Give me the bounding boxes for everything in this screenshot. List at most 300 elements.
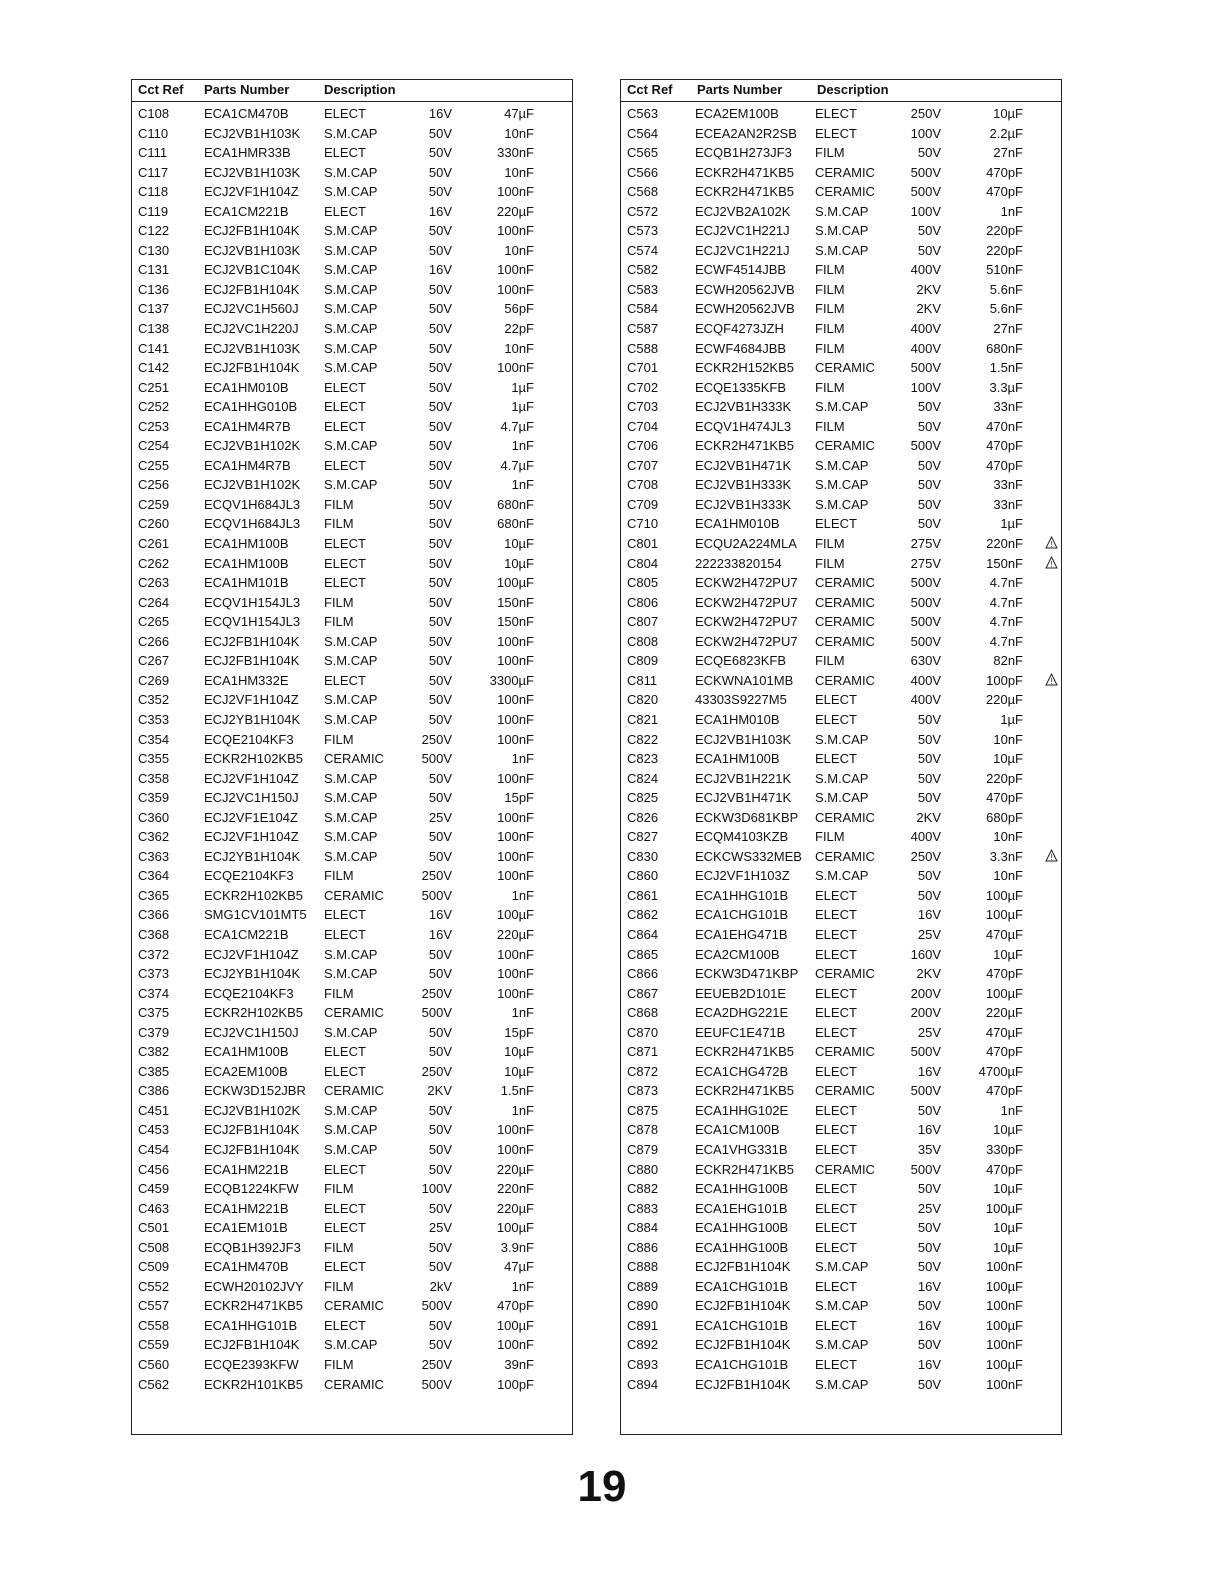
cell-description: ELECT — [324, 1161, 366, 1177]
cell-value: 220µF — [985, 1005, 1023, 1021]
header-parts-number: Parts Number — [204, 82, 290, 97]
cell-parts-number: ECQV1H154JL3 — [204, 594, 301, 610]
cell-voltage: 50V — [917, 242, 941, 258]
cell-voltage: 200V — [910, 1005, 941, 1021]
table-row — [621, 456, 1061, 476]
cell-value: 10µF — [993, 946, 1023, 962]
cell-voltage: 500V — [421, 1005, 452, 1021]
cell-value: 10µF — [993, 1122, 1023, 1138]
cell-cct-ref: C871 — [627, 1044, 659, 1060]
table-row — [132, 730, 572, 750]
cell-description: ELECT — [815, 1200, 857, 1216]
cell-cct-ref: C372 — [138, 946, 170, 962]
cell-voltage: 50V — [428, 125, 452, 141]
table-row — [132, 1042, 572, 1062]
cell-description: CERAMIC — [815, 360, 875, 376]
cell-parts-number: ECKR2H102KB5 — [204, 751, 303, 767]
table-row — [132, 827, 572, 847]
cell-value: 100nF — [497, 848, 534, 864]
cell-voltage: 250V — [910, 848, 941, 864]
cell-voltage: 250V — [910, 106, 941, 121]
table-row — [621, 1179, 1061, 1199]
cell-voltage: 50V — [428, 1141, 452, 1157]
cell-value: 1.5nF — [500, 1083, 534, 1099]
cell-parts-number: ECKR2H471KB5 — [695, 1161, 794, 1177]
cell-voltage: 50V — [428, 829, 452, 845]
table-row — [621, 378, 1061, 398]
table-row — [621, 339, 1061, 359]
cell-voltage: 50V — [917, 1220, 941, 1236]
cell-description: ELECT — [324, 1200, 366, 1216]
cell-parts-number: ECA1HM221B — [204, 1161, 289, 1177]
cell-cct-ref: C118 — [138, 184, 169, 200]
table-row — [132, 417, 572, 437]
cell-voltage: 50V — [917, 399, 941, 415]
cell-voltage: 500V — [910, 594, 941, 610]
cell-voltage: 16V — [917, 1357, 941, 1372]
cell-voltage: 50V — [917, 1298, 941, 1314]
cell-description: ELECT — [324, 203, 366, 219]
table-row — [132, 769, 572, 789]
cell-value: 470pF — [986, 966, 1023, 982]
cell-parts-number: ECKW2H472PU7 — [695, 575, 798, 591]
cell-voltage: 100V — [421, 1181, 452, 1197]
cell-value: 5.6nF — [989, 281, 1023, 297]
cell-value: 1µF — [1000, 711, 1023, 727]
table-row — [621, 241, 1061, 261]
cell-value: 1nF — [511, 751, 534, 767]
cell-description: S.M.CAP — [324, 1102, 378, 1118]
cell-parts-number: ECKR2H102KB5 — [204, 887, 303, 903]
cell-cct-ref: C823 — [627, 751, 659, 767]
table-row — [132, 573, 572, 593]
cell-cct-ref: C703 — [627, 399, 659, 415]
cell-value: 330nF — [497, 145, 534, 161]
table-row — [132, 456, 572, 476]
cell-value: 100µF — [496, 907, 534, 923]
cell-cct-ref: C262 — [138, 555, 170, 571]
cell-description: ELECT — [815, 1317, 857, 1333]
cell-description: S.M.CAP — [324, 340, 378, 356]
table-row — [132, 1101, 572, 1121]
cell-voltage: 50V — [917, 1239, 941, 1255]
cell-value: 1nF — [511, 1102, 534, 1118]
table-row — [621, 808, 1061, 828]
cell-voltage: 50V — [428, 1122, 452, 1138]
cell-value: 10µF — [993, 751, 1023, 767]
cell-value: 10nF — [993, 829, 1023, 845]
cell-description: S.M.CAP — [324, 164, 378, 180]
table-row — [621, 1081, 1061, 1101]
cell-description: CERAMIC — [815, 184, 875, 200]
cell-value: 100nF — [497, 1122, 534, 1138]
cell-cct-ref: C806 — [627, 594, 659, 610]
table-row — [132, 1199, 572, 1219]
cell-parts-number: ECKR2H471KB5 — [695, 438, 794, 454]
cell-description: ELECT — [324, 1044, 366, 1060]
table-row — [132, 1277, 572, 1297]
cell-voltage: 400V — [910, 672, 941, 688]
cell-value: 470pF — [497, 1298, 534, 1314]
cell-voltage: 50V — [917, 751, 941, 767]
cell-description: S.M.CAP — [815, 203, 869, 219]
cell-description: FILM — [815, 555, 845, 571]
cell-voltage: 500V — [910, 438, 941, 454]
cell-voltage: 50V — [428, 1337, 452, 1353]
cell-cct-ref: C137 — [138, 301, 170, 317]
cell-parts-number: ECJ2VB1H102K — [204, 438, 301, 454]
cell-description: CERAMIC — [815, 614, 875, 630]
table-row — [132, 1160, 572, 1180]
cell-cct-ref: C454 — [138, 1141, 170, 1157]
cell-voltage: 50V — [428, 164, 452, 180]
table-row — [132, 632, 572, 652]
cell-parts-number: ECA1HHG010B — [204, 399, 298, 415]
cell-parts-number: ECJ2VB1H103K — [204, 164, 301, 180]
cell-cct-ref: C256 — [138, 477, 170, 493]
cell-parts-number: ECJ2VC1H150J — [204, 1024, 299, 1040]
cell-voltage: 50V — [428, 594, 452, 610]
cell-parts-number: ECA1HHG100B — [695, 1220, 789, 1236]
cell-description: ELECT — [815, 985, 857, 1001]
cell-value: 100µF — [985, 1278, 1023, 1294]
cell-voltage: 250V — [421, 731, 452, 747]
cell-description: CERAMIC — [815, 848, 875, 864]
cell-cct-ref: C860 — [627, 868, 659, 884]
cell-parts-number: EEUFC1E471B — [695, 1024, 786, 1040]
cell-description: CERAMIC — [815, 164, 875, 180]
cell-cct-ref: C131 — [138, 262, 170, 278]
table-row — [132, 749, 572, 769]
cell-description: S.M.CAP — [815, 868, 869, 884]
cell-description: S.M.CAP — [324, 1337, 378, 1353]
cell-voltage: 50V — [428, 536, 452, 552]
cell-voltage: 25V — [428, 1220, 452, 1236]
cell-voltage: 2KV — [916, 281, 941, 297]
table-body — [132, 104, 572, 1394]
cell-voltage: 275V — [910, 536, 941, 552]
cell-parts-number: 222233820154 — [695, 555, 782, 571]
table-row — [621, 925, 1061, 945]
cell-description: FILM — [815, 321, 845, 337]
cell-cct-ref: C386 — [138, 1083, 170, 1099]
table-row — [621, 124, 1061, 144]
cell-parts-number: ECJ2FB1H104K — [695, 1298, 791, 1314]
cell-cct-ref: C707 — [627, 457, 659, 473]
cell-voltage: 16V — [428, 203, 452, 219]
cell-value: 1.5nF — [989, 360, 1023, 376]
table-row — [621, 749, 1061, 769]
cell-voltage: 50V — [917, 496, 941, 512]
cell-parts-number: ECA1HM010B — [204, 379, 289, 395]
cell-description: FILM — [815, 829, 845, 845]
cell-parts-number: ECKR2H471KB5 — [204, 1298, 303, 1314]
cell-voltage: 50V — [917, 145, 941, 161]
cell-parts-number: ECA1CHG101B — [695, 907, 789, 923]
cell-parts-number: ECWH20562JVB — [695, 281, 795, 297]
cell-parts-number: ECJ2VF1H104Z — [204, 946, 299, 962]
cell-description: S.M.CAP — [324, 790, 378, 806]
table-row — [621, 651, 1061, 671]
cell-voltage: 35V — [917, 1141, 941, 1157]
cell-value: 150nF — [986, 555, 1023, 571]
cell-value: 1nF — [1000, 1102, 1023, 1118]
cell-value: 4700µF — [978, 1063, 1023, 1079]
cell-parts-number: ECJ2VB1H103K — [204, 125, 301, 141]
cell-cct-ref: C573 — [627, 223, 659, 239]
cell-cct-ref: C362 — [138, 829, 170, 845]
cell-voltage: 400V — [910, 262, 941, 278]
cell-parts-number: ECQV1H474JL3 — [695, 418, 792, 434]
cell-parts-number: ECQE2393KFW — [204, 1357, 299, 1372]
cell-parts-number: ECJ2VC1H560J — [204, 301, 299, 317]
cell-voltage: 50V — [917, 223, 941, 239]
cell-value: 100nF — [497, 868, 534, 884]
cell-value: 150nF — [497, 594, 534, 610]
cell-description: ELECT — [815, 516, 857, 532]
cell-voltage: 50V — [428, 653, 452, 669]
cell-value: 150nF — [497, 614, 534, 630]
cell-cct-ref: C566 — [627, 164, 659, 180]
cell-value: 1nF — [511, 1005, 534, 1021]
cell-parts-number: ECQE6823KFB — [695, 653, 787, 669]
cell-description: FILM — [815, 340, 845, 356]
cell-value: 470pF — [986, 1083, 1023, 1099]
cell-value: 56pF — [504, 301, 534, 317]
cell-description: ELECT — [815, 1239, 857, 1255]
cell-voltage: 250V — [421, 985, 452, 1001]
cell-value: 100nF — [986, 1337, 1023, 1353]
cell-cct-ref: C266 — [138, 633, 170, 649]
cell-description: ELECT — [324, 457, 366, 473]
cell-cct-ref: C572 — [627, 203, 659, 219]
cell-cct-ref: C254 — [138, 438, 170, 454]
cell-cct-ref: C456 — [138, 1161, 170, 1177]
table-row — [621, 964, 1061, 984]
cell-description: ELECT — [815, 1063, 857, 1079]
cell-cct-ref: C883 — [627, 1200, 659, 1216]
cell-voltage: 50V — [428, 946, 452, 962]
cell-value: 470µF — [985, 1024, 1023, 1040]
cell-cct-ref: C708 — [627, 477, 659, 493]
cell-cct-ref: C868 — [627, 1005, 659, 1021]
cell-cct-ref: C463 — [138, 1200, 170, 1216]
cell-cct-ref: C873 — [627, 1083, 659, 1099]
cell-value: 47µF — [504, 106, 534, 121]
cell-description: ELECT — [324, 555, 366, 571]
cell-description: ELECT — [815, 1102, 857, 1118]
cell-value: 33nF — [993, 477, 1023, 493]
cell-cct-ref: C108 — [138, 106, 170, 121]
cell-cct-ref: C260 — [138, 516, 170, 532]
cell-voltage: 50V — [428, 145, 452, 161]
svg-text:!: ! — [1050, 852, 1053, 862]
cell-description: S.M.CAP — [815, 1337, 869, 1353]
cell-description: S.M.CAP — [815, 770, 869, 786]
cell-value: 27nF — [993, 145, 1023, 161]
safety-warning-icon — [1045, 849, 1059, 863]
cell-value: 100µF — [985, 887, 1023, 903]
cell-cct-ref: C359 — [138, 790, 170, 806]
cell-cct-ref: C122 — [138, 223, 170, 239]
cell-description: S.M.CAP — [324, 438, 378, 454]
cell-cct-ref: C111 — [138, 145, 168, 161]
table-row — [132, 358, 572, 378]
parts-table-right — [620, 79, 1062, 1435]
cell-cct-ref: C264 — [138, 594, 170, 610]
cell-description: ELECT — [324, 1220, 366, 1236]
cell-parts-number: ECJ2YB1H104K — [204, 848, 301, 864]
cell-cct-ref: C142 — [138, 360, 170, 376]
cell-description: ELECT — [815, 1024, 857, 1040]
cell-description: FILM — [324, 1278, 354, 1294]
cell-parts-number: ECJ2FB1H104K — [204, 1122, 300, 1138]
cell-voltage: 50V — [428, 633, 452, 649]
cell-cct-ref: C893 — [627, 1357, 659, 1372]
cell-description: S.M.CAP — [324, 848, 378, 864]
cell-voltage: 50V — [428, 379, 452, 395]
cell-value: 470pF — [986, 184, 1023, 200]
cell-voltage: 50V — [428, 301, 452, 317]
cell-parts-number: ECJ2VB1H471K — [695, 457, 792, 473]
cell-value: 680pF — [986, 809, 1023, 825]
cell-description: S.M.CAP — [324, 711, 378, 727]
cell-cct-ref: C565 — [627, 145, 659, 161]
cell-voltage: 50V — [428, 692, 452, 708]
cell-parts-number: ECA1CHG472B — [695, 1063, 789, 1079]
table-row — [132, 280, 572, 300]
table-row — [621, 945, 1061, 965]
cell-value: 100µF — [985, 985, 1023, 1001]
cell-parts-number: ECA1EM101B — [204, 1220, 288, 1236]
table-row — [621, 730, 1061, 750]
cell-parts-number: ECJ2YB1H104K — [204, 966, 301, 982]
cell-value: 100nF — [986, 1298, 1023, 1314]
cell-parts-number: ECQE2104KF3 — [204, 868, 294, 884]
cell-value: 3.3µF — [989, 379, 1023, 395]
cell-description: ELECT — [815, 1181, 857, 1197]
cell-value: 100nF — [497, 711, 534, 727]
table-row — [132, 1003, 572, 1023]
table-header — [132, 80, 572, 102]
cell-description: CERAMIC — [815, 438, 875, 454]
cell-parts-number: ECQV1H684JL3 — [204, 496, 301, 512]
cell-cct-ref: C363 — [138, 848, 170, 864]
cell-description: CERAMIC — [324, 1298, 384, 1314]
cell-cct-ref: C354 — [138, 731, 170, 747]
cell-voltage: 500V — [910, 184, 941, 200]
cell-value: 10µF — [504, 1044, 534, 1060]
cell-parts-number: EEUEB2D101E — [695, 985, 787, 1001]
cell-description: FILM — [815, 653, 845, 669]
cell-cct-ref: C267 — [138, 653, 170, 669]
cell-parts-number: ECKW3D152JBR — [204, 1083, 306, 1099]
cell-parts-number: ECA2EM100B — [204, 1063, 288, 1079]
cell-parts-number: ECA1CHG101B — [695, 1317, 789, 1333]
cell-description: S.M.CAP — [324, 301, 378, 317]
cell-cct-ref: C702 — [627, 379, 659, 395]
table-row — [132, 378, 572, 398]
cell-voltage: 50V — [428, 418, 452, 434]
cell-value: 47µF — [504, 1259, 534, 1275]
cell-description: FILM — [815, 418, 845, 434]
table-row — [132, 1140, 572, 1160]
cell-description: S.M.CAP — [815, 399, 869, 415]
cell-cct-ref: C710 — [627, 516, 659, 532]
cell-value: 1nF — [511, 887, 534, 903]
cell-voltage: 400V — [910, 829, 941, 845]
cell-cct-ref: C825 — [627, 790, 659, 806]
cell-description: S.M.CAP — [324, 653, 378, 669]
table-row — [621, 319, 1061, 339]
cell-voltage: 400V — [910, 321, 941, 337]
cell-value: 39nF — [504, 1357, 534, 1372]
cell-voltage: 25V — [917, 926, 941, 942]
table-row — [621, 1042, 1061, 1062]
cell-value: 470pF — [986, 164, 1023, 180]
cell-value: 4.7nF — [989, 614, 1023, 630]
cell-description: S.M.CAP — [815, 790, 869, 806]
cell-cct-ref: C587 — [627, 321, 659, 337]
cell-voltage: 50V — [917, 457, 941, 473]
cell-description: FILM — [815, 379, 845, 395]
cell-cct-ref: C379 — [138, 1024, 170, 1040]
cell-description: ELECT — [815, 1141, 857, 1157]
cell-description: S.M.CAP — [324, 223, 378, 239]
cell-value: 4.7nF — [989, 575, 1023, 591]
cell-parts-number: ECA1EHG471B — [695, 926, 788, 942]
cell-parts-number: ECJ2VF1E104Z — [204, 809, 298, 825]
cell-cct-ref: C879 — [627, 1141, 659, 1157]
cell-parts-number: ECJ2VB1C104K — [204, 262, 301, 278]
cell-value: 100nF — [497, 985, 534, 1001]
cell-parts-number: ECQU2A224MLA — [695, 536, 797, 552]
table-row — [621, 612, 1061, 632]
cell-cct-ref: C890 — [627, 1298, 659, 1314]
cell-parts-number: ECA1HM100B — [204, 555, 289, 571]
cell-value: 33nF — [993, 399, 1023, 415]
cell-description: ELECT — [324, 926, 366, 942]
table-row — [132, 182, 572, 202]
cell-cct-ref: C253 — [138, 418, 170, 434]
cell-parts-number: ECJ2VC1H221J — [695, 223, 790, 239]
cell-description: CERAMIC — [324, 751, 384, 767]
safety-warning-icon — [1045, 673, 1059, 687]
cell-parts-number: ECJ2FB1H104K — [695, 1337, 791, 1353]
cell-cct-ref: C552 — [138, 1278, 170, 1294]
cell-voltage: 500V — [910, 1044, 941, 1060]
table-header — [621, 80, 1061, 102]
cell-voltage: 50V — [428, 184, 452, 200]
cell-voltage: 50V — [428, 496, 452, 512]
cell-description: S.M.CAP — [815, 1376, 869, 1392]
cell-cct-ref: C360 — [138, 809, 170, 825]
table-row — [132, 475, 572, 495]
cell-voltage: 50V — [917, 1259, 941, 1275]
cell-cct-ref: C560 — [138, 1357, 170, 1372]
cell-parts-number: ECA1HM010B — [695, 711, 780, 727]
cell-parts-number: ECJ2VF1H104Z — [204, 829, 299, 845]
cell-value: 4.7nF — [989, 633, 1023, 649]
cell-value: 220µF — [496, 203, 534, 219]
table-row — [132, 241, 572, 261]
cell-cct-ref: C870 — [627, 1024, 659, 1040]
cell-description: S.M.CAP — [324, 692, 378, 708]
cell-cct-ref: C830 — [627, 848, 659, 864]
cell-value: 220pF — [986, 223, 1023, 239]
cell-cct-ref: C824 — [627, 770, 659, 786]
cell-parts-number: 43303S9227M5 — [695, 692, 787, 708]
